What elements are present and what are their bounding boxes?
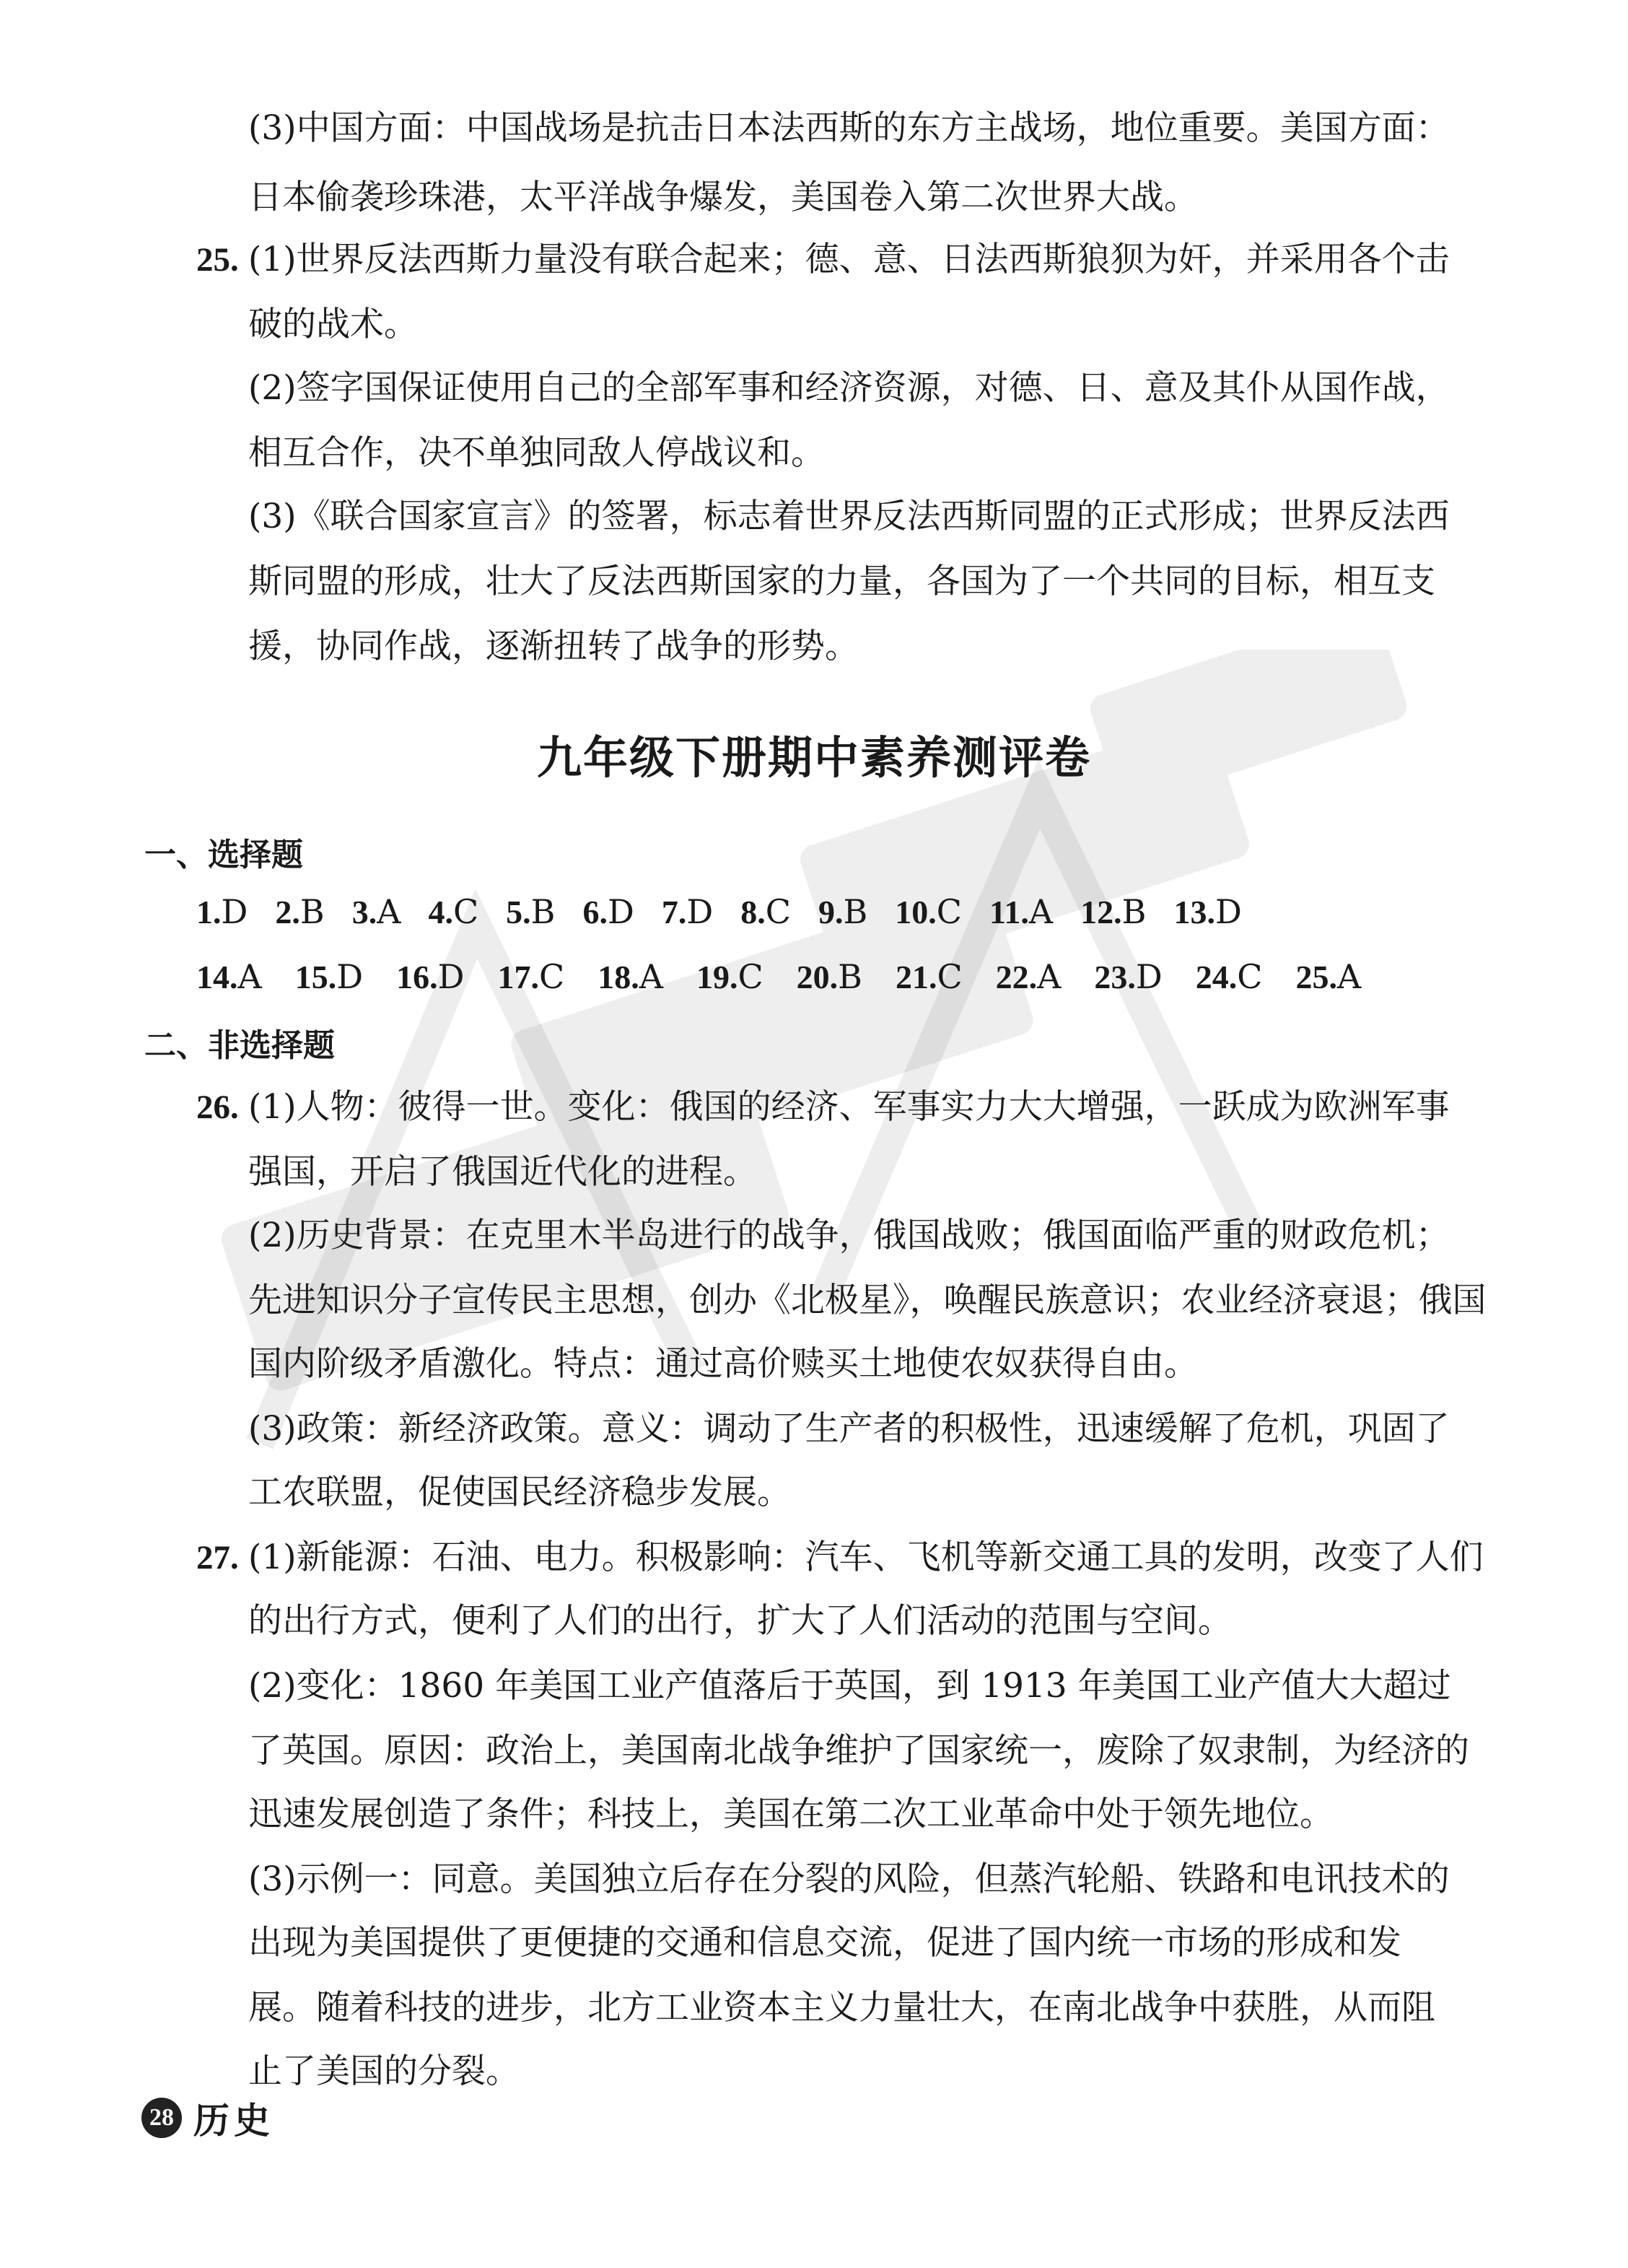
mc-answer-letter: D [1135,957,1163,996]
mc-answers-row2 [196,957,1394,996]
mc-answer-item [896,957,963,996]
mc-answer-item [598,957,663,996]
mc-answer-letter: C [738,957,763,996]
q25-number: 25. [196,241,239,279]
exam-title: 九年级下册期中素养测评卷 [536,731,1091,784]
section-non-choice-heading: 二、非选择题 [144,1027,335,1064]
mc-question-number: 23. [1094,959,1136,995]
mc-answer-letter: C [452,892,479,931]
mc-answer-letter: C [765,892,791,931]
q27-line2: 的出行方式，便利了人们的出行，扩大了人们活动的范围与空间。 [248,1601,1232,1641]
mc-answer-item [352,892,401,931]
subject-label: 历史 [193,2099,274,2142]
mc-question-number: 13. [1173,894,1215,930]
mc-answer-item [295,957,363,996]
mc-answer-item [996,957,1062,996]
mc-answer-item [818,892,867,931]
mc-answer-letter: C [1237,957,1263,996]
q26-line1: (1)人物：彼得一世。变化：俄国的经济、军事实力大大增强，一跃成为欧洲军事 [248,1087,1450,1127]
q27-line9: 止了美国的分裂。 [248,2051,520,2091]
mc-question-number: 14. [196,959,238,995]
mc-answer-item [498,957,565,996]
mc-question-number: 21. [895,959,937,995]
mc-question-number: 24. [1195,959,1238,995]
mc-question-number: 16. [396,959,438,995]
q24-part3-line1: (3)中国方面：中国战场是抗击日本法西斯的东方主战场，地位重要。美国方面： [248,108,1450,148]
q27-line6: (3)示例一：同意。美国独立后存在分裂的风险，但蒸汽轮船、铁路和电讯技术的 [248,1859,1450,1899]
mc-question-number: 1. [196,894,222,930]
mc-answer-letter: D [336,957,364,996]
mc-answer-item [895,892,962,931]
mc-answer-item [196,957,262,996]
q27-line4: 了英国。原因：政治上，美国南北战争维护了国家统一，废除了奴隶制，为经济的 [248,1731,1469,1771]
q25-line6: 斯同盟的形成，壮大了反法西斯国家的力量，各国为了一个共同的目标，相互支 [248,562,1435,601]
q27-line3: (2)变化：1860 年美国工业产值落后于英国，到 1913 年美国工业产值大大超过 [248,1666,1451,1706]
q26-line5: 国内阶级矛盾激化。特点：通过高价赎买土地使农奴获得自由。 [248,1344,1198,1384]
mc-answer-item [797,957,862,996]
q25-line1: (1)世界反法西斯力量没有联合起来；德、意、日法西斯狼狈为奸，并采用各个击 [248,240,1450,279]
mc-question-number: 5. [506,894,531,930]
mc-answer-letter: A [237,957,262,996]
mc-question-number: 9. [818,894,844,930]
mc-question-number: 11. [989,894,1029,930]
mc-answer-letter: D [607,892,634,931]
section-multiple-choice-heading: 一、选择题 [144,837,303,873]
mc-answer-item [275,892,324,931]
q27-line1: (1)新能源：石油、电力。积极影响：汽车、飞机等新交通工具的发明，改变了人们 [248,1538,1484,1577]
mc-question-number: 25. [1295,959,1337,995]
page-number-badge: 28 [141,2098,182,2138]
q25-line3: (2)签字国保证使用自己的全部军事和经济资源，对德、日、意及其仆从国作战， [248,368,1450,408]
mc-answer-item [662,892,713,931]
q25-line2: 破的战术。 [248,305,418,344]
mc-answer-item [1173,892,1241,931]
mc-answer-letter: C [937,957,963,996]
mc-question-number: 22. [995,959,1038,995]
mc-question-number: 3. [351,894,377,930]
mc-answer-letter: A [1337,957,1362,996]
mc-question-number: 18. [598,959,639,995]
mc-answer-letter: B [838,957,862,996]
mc-answer-letter: A [639,957,663,996]
mc-answer-letter: D [1215,892,1242,931]
mc-answer-item [196,892,248,931]
mc-answer-item [1296,957,1362,996]
mc-answer-letter: B [843,892,868,931]
mc-question-number: 10. [895,894,937,930]
mc-answer-item [582,892,634,931]
q26-line2: 强国，开启了俄国近代化的进程。 [248,1152,757,1192]
mc-question-number: 6. [582,894,608,930]
mc-answer-item [1080,892,1146,931]
mc-answers-row1 [196,892,1269,931]
q26-line3: (2)历史背景：在克里木半岛进行的战争，俄国战败；俄国面临严重的财政危机； [248,1216,1450,1255]
mc-answer-item [1196,957,1263,996]
mc-answer-letter: B [530,892,556,931]
mc-question-number: 4. [428,894,453,930]
mc-question-number: 12. [1080,894,1122,930]
mc-answer-item [989,892,1053,931]
mc-question-number: 17. [497,959,540,995]
q27-line5: 迅速发展创造了条件；科技上，美国在第二次工业革命中处于领先地位。 [248,1794,1334,1834]
mc-question-number: 8. [740,894,766,930]
page-footer [141,2092,274,2144]
q27-number: 27. [196,1539,239,1576]
mc-question-number: 7. [661,894,687,930]
mc-answer-letter: A [1028,892,1054,931]
mc-question-number: 2. [275,894,300,930]
mc-answer-letter: B [1121,892,1147,931]
mc-answer-item [1094,957,1162,996]
mc-answer-item [506,892,555,931]
q26-line4: 先进知识分子宣传民主思想，创办《北极星》，唤醒民族意识；农业经济衰退；俄国 [248,1281,1487,1320]
mc-answer-letter: D [686,892,714,931]
q25-line7: 援，协同作战，逐渐扭转了战争的形势。 [248,627,859,666]
mc-question-number: 20. [796,959,839,995]
q27-line7: 出现为美国提供了更便捷的交通和信息交流，促进了国内统一市场的形成和发 [248,1923,1401,1963]
mc-answer-letter: A [1037,957,1062,996]
q24-part3-line2: 日本偷袭珍珠港，太平洋战争爆发，美国卷入第二次世界大战。 [248,178,1198,217]
mc-answer-letter: C [539,957,565,996]
q26-line6: (3)政策：新经济政策。意义：调动了生产者的积极性，迅速缓解了危机，巩固了 [248,1409,1450,1449]
mc-answer-item [396,957,464,996]
mc-answer-item [696,957,763,996]
mc-answer-item [428,892,478,931]
q27-line8: 展。随着科技的进步，北方工业资本主义力量壮大，在南北战争中获胜，从而阻 [248,1988,1435,2028]
mc-question-number: 15. [294,959,337,995]
mc-answer-letter: B [299,892,325,931]
q25-line4: 相互合作，决不单独同敌人停战议和。 [248,433,825,473]
mc-answer-item [740,892,791,931]
q26-line7: 工农联盟，促使国民经济稳步发展。 [248,1473,791,1512]
mc-answer-letter: D [221,892,248,931]
q25-line5: (3)《联合国家宣言》的签署，标志着世界反法西斯同盟的正式形成；世界反法西 [248,497,1450,536]
q26-number: 26. [196,1089,239,1126]
mc-answer-letter: D [437,957,465,996]
mc-answer-letter: C [936,892,962,931]
mc-question-number: 19. [696,959,738,995]
mc-answer-letter: A [377,892,401,931]
